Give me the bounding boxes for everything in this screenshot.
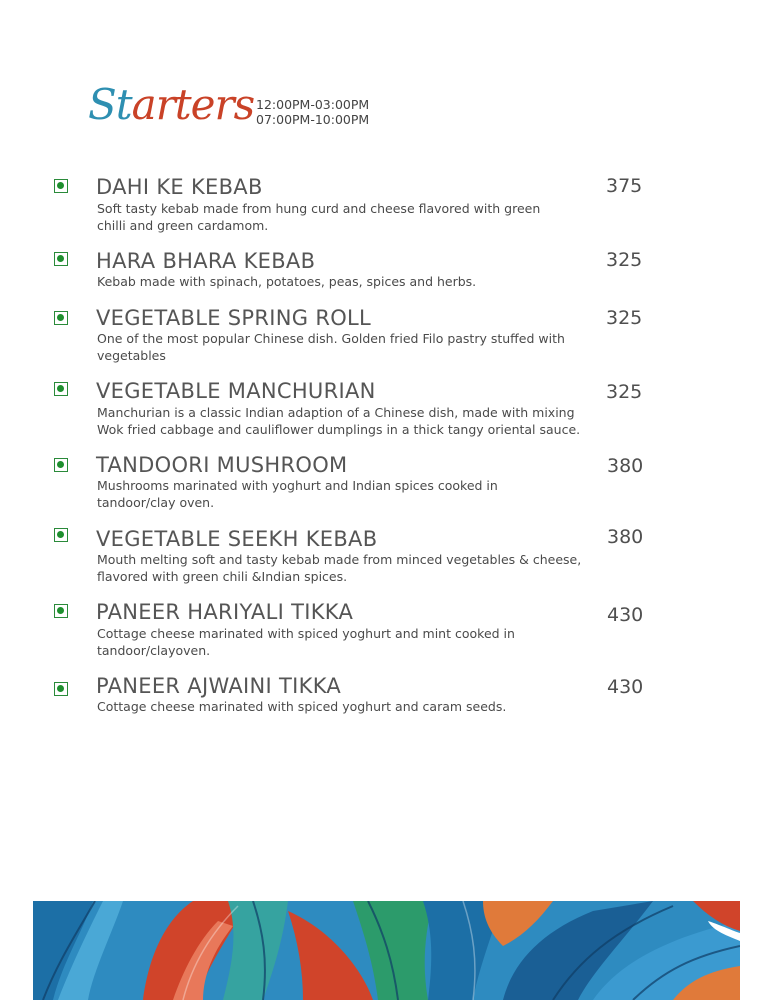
item-description [97,200,597,234]
serving-hours [256,97,369,127]
hours-dinner: 07:00PM-10:00PM [256,112,370,127]
item-description [97,477,597,511]
item-name: VEGETABLE MANCHURIAN [96,379,376,403]
item-price: 325 [606,307,643,329]
item-name: HARA BHARA KEBAB [96,249,316,273]
veg-indicator-icon [54,311,68,325]
item-description-line: Manchurian is a classic Indian adaption of a Chinese dish, made with mixing [97,405,575,420]
item-description [97,404,597,438]
item-description [97,551,597,585]
section-title [88,82,254,128]
item-description-line: Wok fried cabbage and cauliflower dumplings in a thick tangy oriental sauce. [97,422,581,437]
leaves-illustration [33,901,740,1000]
tropical-leaves-decoration [33,901,740,1000]
veg-indicator-icon [54,252,68,266]
veg-indicator-icon [54,179,68,193]
item-description-line: chilli and green cardamom. [97,218,269,233]
item-description-line: Kebab made with spinach, potatoes, peas, spices and herbs. [97,274,477,289]
item-name: TANDOORI MUSHROOM [96,453,348,477]
veg-indicator-icon [54,458,68,472]
item-name: VEGETABLE SPRING ROLL [96,306,372,330]
item-description-line: Mouth melting soft and tasty kebab made from minced vegetables & cheese, [97,552,582,567]
item-price: 325 [606,381,643,403]
hours-lunch: 12:00PM-03:00PM [256,97,370,112]
item-price: 430 [607,676,644,698]
item-description-line: Soft tasty kebab made from hung curd and cheese flavored with green [97,201,541,216]
veg-indicator-icon [54,528,68,542]
section-title-part1: St [88,80,132,129]
item-description-line: tandoor/clay oven. [97,495,215,510]
item-name: VEGETABLE SEEKH KEBAB [96,527,378,551]
item-description [97,698,597,715]
item-description-line: Mushrooms marinated with yoghurt and Indian spices cooked in [97,478,498,493]
veg-indicator-icon [54,604,68,618]
item-name: PANEER AJWAINI TIKKA [96,674,342,698]
item-name: PANEER HARIYALI TIKKA [96,600,354,624]
veg-indicator-icon [54,382,68,396]
item-price: 325 [606,249,643,271]
item-price: 375 [606,175,643,197]
item-description-line: Cottage cheese marinated with spiced yoghurt and caram seeds. [97,699,507,714]
item-price: 380 [607,455,644,477]
item-description [97,273,597,290]
item-description-line: One of the most popular Chinese dish. Golden fried Filo pastry stuffed with [97,331,565,346]
item-description [97,625,597,659]
item-price: 430 [607,604,644,626]
item-price: 380 [607,526,644,548]
item-description [97,330,597,364]
item-name: DAHI KE KEBAB [96,175,263,199]
veg-indicator-icon [54,682,68,696]
item-description-line: vegetables [97,348,166,363]
item-description-line: flavored with green chili &Indian spices. [97,569,348,584]
item-description-line: Cottage cheese marinated with spiced yoghurt and mint cooked in [97,626,515,641]
item-description-line: tandoor/clayoven. [97,643,211,658]
section-title-part2: arters [131,80,255,129]
